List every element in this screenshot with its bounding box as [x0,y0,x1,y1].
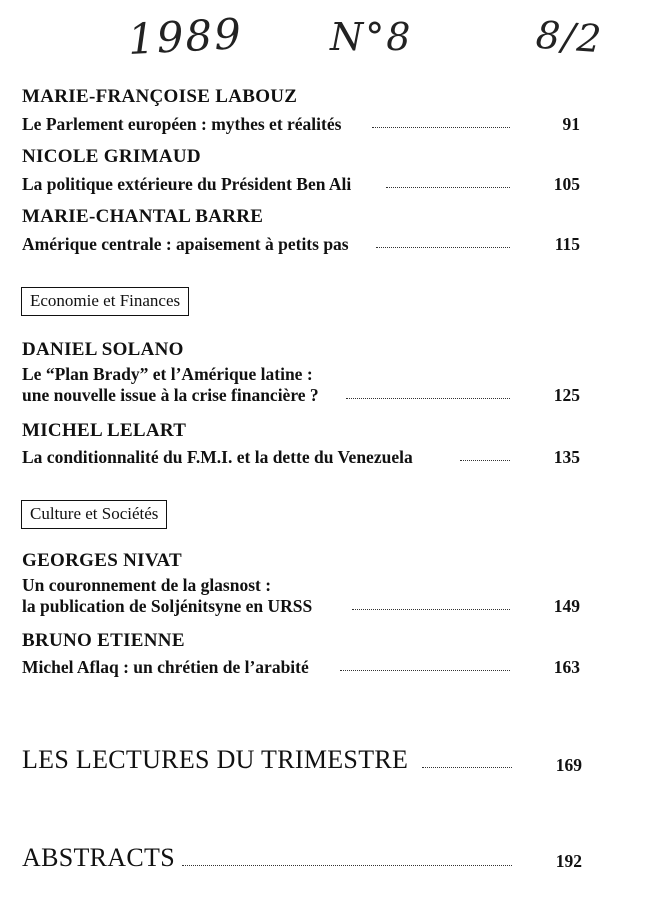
handwritten-issue-number: N°8 [330,15,413,59]
toc-entry[interactable] [22,447,580,469]
dot-leader [340,670,510,671]
article-title: Michel Aflaq : un chrétien de l’arabité [22,657,309,677]
abstracts-title: ABSTRACTS [22,843,175,872]
article-title: une nouvelle issue à la crise financière ? [22,385,319,405]
toc-entry[interactable] [22,385,580,407]
toc-entry[interactable] [22,174,580,196]
toc-entry[interactable] [22,657,580,679]
page-number: 192 [555,851,582,871]
author-name: DANIEL SOLANO [22,339,184,360]
article-title: La politique extérieure du Président Ben Ali [22,174,352,194]
page-number: 115 [554,234,580,254]
section-heading-economie: Economie et Finances [21,287,189,316]
page-number: 125 [553,385,580,405]
page-number: 105 [553,174,580,194]
dot-leader [346,398,510,399]
article-title: Le Parlement européen : mythes et réalités [22,114,342,134]
dot-leader [182,865,512,866]
article-title: la publication de Soljénitsyne en URSS [22,596,313,616]
page-number: 91 [562,114,580,134]
author-name: MICHEL LELART [22,420,187,441]
author-name: BRUNO ETIENNE [22,630,185,651]
dot-leader [352,609,510,610]
dot-leader [460,460,510,461]
dot-leader [386,187,510,188]
toc-entry[interactable] [22,114,580,136]
toc-entry[interactable] [22,596,580,618]
dot-leader [372,127,510,128]
article-title-line1: Un couronnement de la glasnost : [22,575,272,595]
toc-entry-abstracts[interactable] [22,843,582,877]
page-number: 149 [553,596,580,616]
toc-entry[interactable] [22,234,580,256]
page-number: 135 [553,447,580,467]
article-title: Amérique centrale : apaisement à petits pas [22,234,349,254]
author-name: GEORGES NIVAT [22,550,182,571]
handwritten-year: 1989 [126,9,245,64]
article-title: La conditionnalité du F.M.I. et la dette du Venezuela [22,447,413,467]
author-name: MARIE-FRANÇOISE LABOUZ [22,86,298,107]
author-name: NICOLE GRIMAUD [22,146,201,167]
dot-leader [422,767,512,768]
page-number: 169 [555,755,582,775]
dot-leader [376,247,510,248]
author-name: MARIE-CHANTAL BARRE [22,206,264,227]
handwritten-fraction: 8/2 [534,12,605,62]
page-number: 163 [553,657,580,677]
toc-entry-lectures[interactable] [22,745,582,779]
article-title-line1: Le “Plan Brady” et l’Amérique latine : [22,364,313,384]
section-heading-culture: Culture et Sociétés [21,500,167,529]
lectures-title: LES LECTURES DU TRIMESTRE [22,745,409,774]
